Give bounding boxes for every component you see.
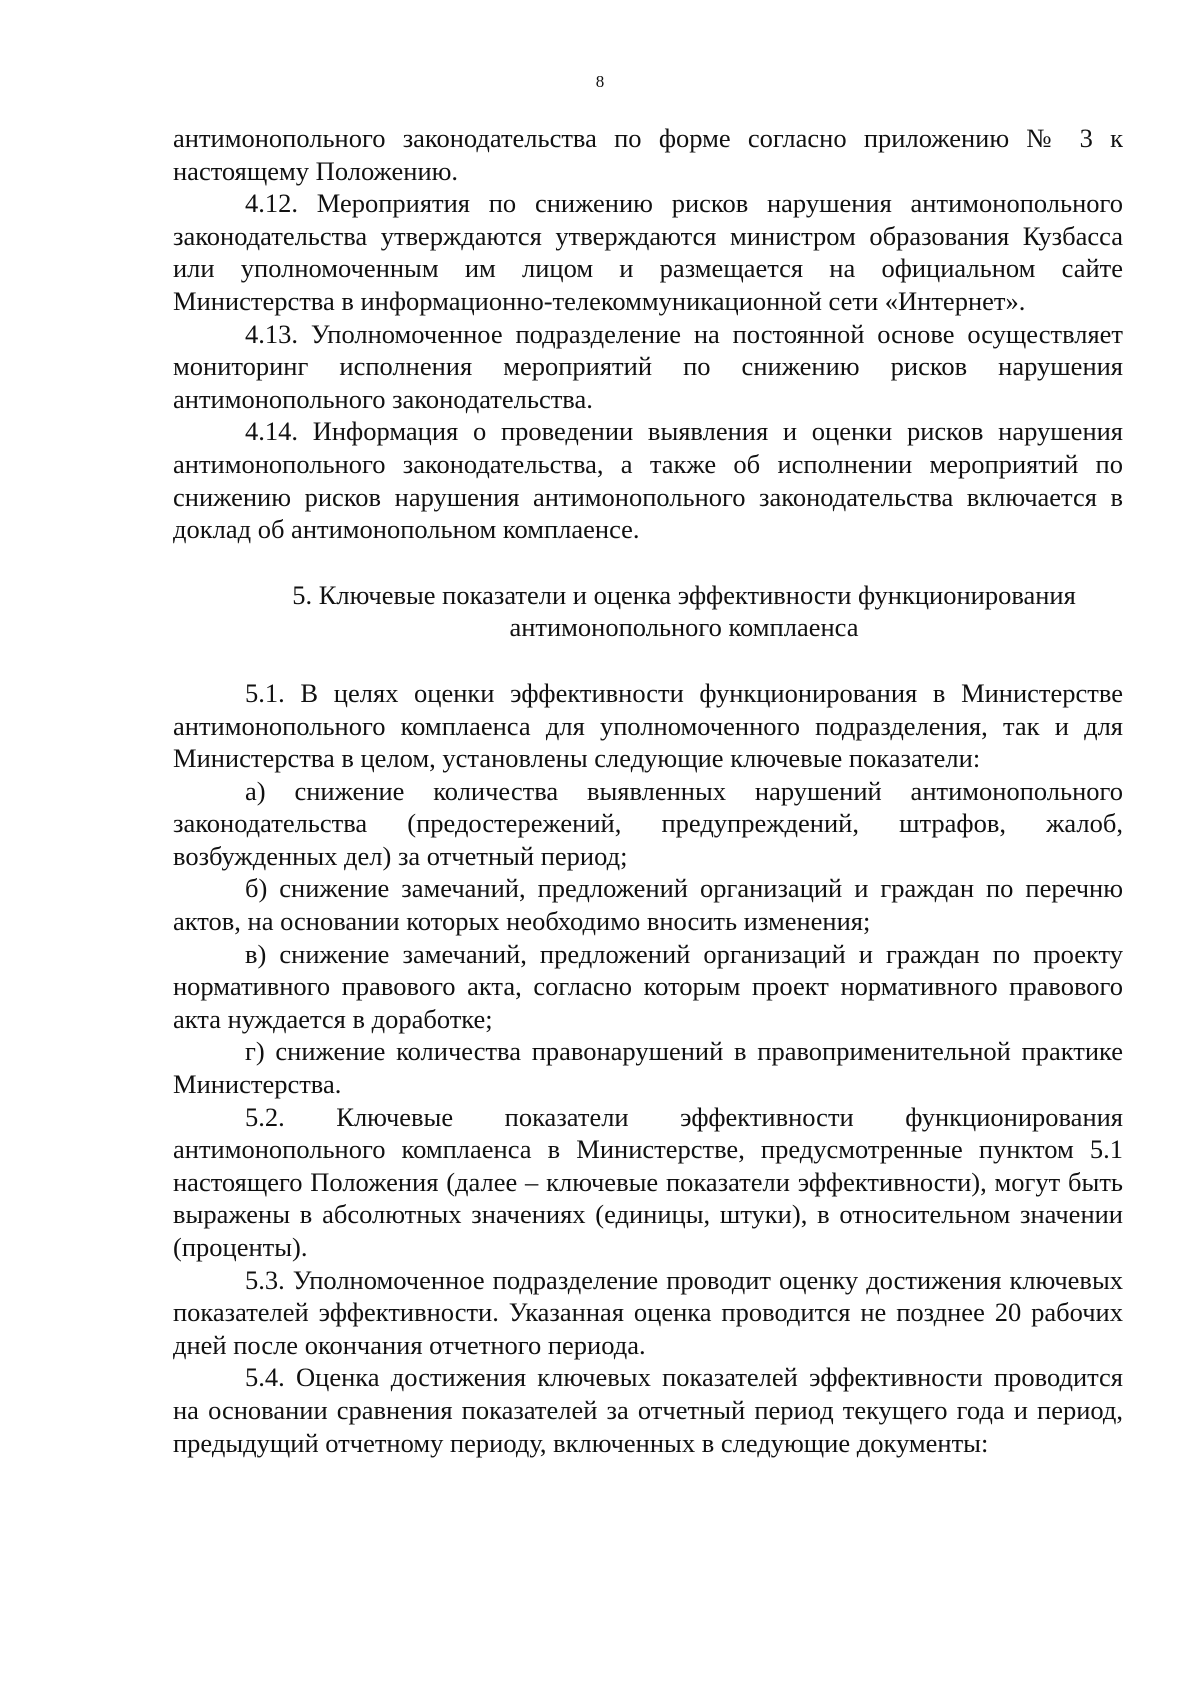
paragraph-5-2: 5.2. Ключевые показатели эффективности функционирования антимонопольного комплаенса в Министерстве, предусмотренные пунктом 5.1 настоящего Положения (далее – ключевые показатели эффективности), могут быть выражены в абсолютных значениях (единицы, штуки), в относительном значении (проценты). [173,1101,1123,1262]
list-item-g: г) снижение количества правонарушений в правоприменительной практике Министерства. [173,1036,1123,1100]
paragraph-5-4: 5.4. Оценка достижения ключевых показателей эффективности проводится на основании сравнения показателей за отчетный период текущего года и период, предыдущий отчетному периоду, включенных в следующие документы: [173,1362,1123,1458]
section-heading [173,579,1123,644]
list-item-b: б) снижение замечаний, предложений организаций и граждан по перечню актов, на основании которых необходимо вносить изменения; [173,873,1123,937]
paragraph-4-12: 4.12. Мероприятия по снижению рисков нарушения антимонопольного законодательства утверждаются утверждаются министром образования Кузбасса или уполномоченным им лицом и размещается на официальном сайте Министерства в информационно-телекоммуникационной сети «Интернет». [173,188,1123,316]
paragraph-4-13: 4.13. Уполномоченное подразделение на постоянной основе осуществляет мониторинг исполнения мероприятий по снижению рисков нарушения антимонопольного законодательства. [173,318,1123,414]
list-item-a: а) снижение количества выявленных нарушений антимонопольного законодательства (предостережений, предупреждений, штрафов, жалоб, возбужденных дел) за отчетный период; [173,775,1123,871]
page-number: 8 [595,72,605,91]
paragraph-4-14: 4.14. Информация о проведении выявления и оценки рисков нарушения антимонопольного законодательства, а также об исполнении мероприятий по снижению рисков нарушения антимонопольного законодательства включается в доклад об антимонопольном комплаенсе. [173,416,1123,545]
paragraph-5-3: 5.3. Уполномоченное подразделение проводит оценку достижения ключевых показателей эффективности. Указанная оценка проводится не позднее 20 рабочих дней после окончания отчетного периода. [173,1264,1123,1360]
paragraph-continuation: антимонопольного законодательства по форме согласно приложению № 3 к настоящему Положению. [173,123,1123,186]
list-item-v: в) снижение замечаний, предложений организаций и граждан по проекту нормативного правового акта, согласно которым проект нормативного правового акта нуждается в доработке; [173,938,1123,1034]
paragraph-5-1: 5.1. В целях оценки эффективности функционирования в Министерстве антимонопольного комплаенса для уполномоченного подразделения, так и для Министерства в целом, установлены следующие ключевые показатели: [173,677,1123,774]
document-body [173,122,1123,1459]
section-heading-line-1: 5. Ключевые показатели и оценка эффективности функционирования [292,579,1076,610]
section-heading-line-2: антимонопольного комплаенса [509,612,859,643]
